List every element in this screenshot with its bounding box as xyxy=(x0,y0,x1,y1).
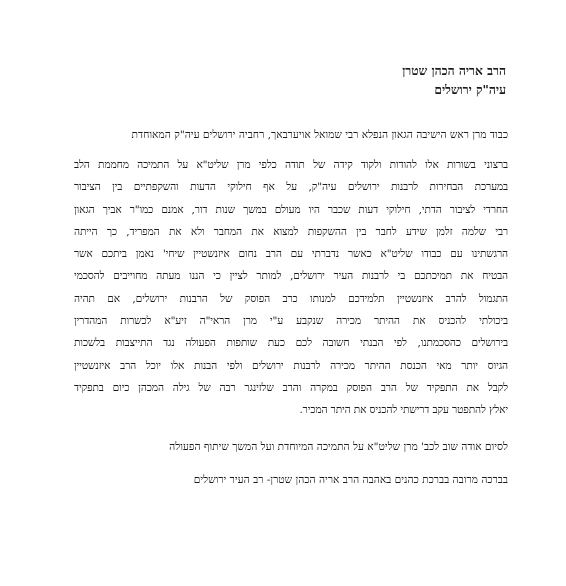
body-line: רבי שלמה זלמן שידע לחבר בין ההשקפות למצוא את המחבר ולא את המפריד, כך הייתה xyxy=(74,225,508,238)
body-line: בירושלים כהסכמתנו, לפי הבנתי חשובה לכם כעת שותפות הפעולה נגד התייצבות בלשכות xyxy=(74,337,508,350)
letter-body xyxy=(74,154,508,422)
body-line: ביכולתי להכניס את ההיתר מכירה שנקבע ע"י מרן הראי"ה זיע"א לכשרות המהדרין xyxy=(74,315,508,328)
body-line: החרדי לציבור הדתי, חילוקי דעות שכבר היו מעולם במשך שנות דור, אמנם כמו"ר אביך הגאון xyxy=(74,203,508,216)
addressee-line: כבוד מרן ראש הישיבה הגאון הנפלא רבי שמואל אויערבאך, רחביה ירושלים עיה"ק המאוחדת xyxy=(131,129,508,141)
sender-location: עיה"ק ירושלים xyxy=(434,83,506,97)
signature-line: בברכה מרובה בברכת כהנים באהבה הרב אריה הכהן שטרן- רב העיר ירושלים xyxy=(193,473,508,486)
body-line: במערכת הבחירות לרבנות ירושלים עיה"ק, על אף חילוקי הדעות והשקפתיים בין הציבור xyxy=(74,181,508,194)
body-line: הרגשתינו עם כבודו שליט"א כאשר נדברתי עם הרב נחום איזנשטיין שיחי' נאמן ביתכם אשר xyxy=(74,248,508,261)
body-line: לקבל את התפקיד של הרב הפוסק במקרה והרב שלזינגר רבה של גילה המכהן כיום בתפקיד xyxy=(74,381,508,394)
sender-name: הרב אריה הכהן שטרן xyxy=(402,64,506,78)
body-line: ברצוני בשורות אלו להודות ולקוד קידה של תודה כלפי מרן שליט"א על התמיכה מחממת הלב xyxy=(74,159,508,171)
closing-line: לסיום אודה שוב לכב' מרן שליט"א על התמיכה המיוחדת ועל המשך שיתוף הפעולה xyxy=(169,440,508,453)
body-line: הבטיח את תמיכתכם בי לרבנות העיר ירושלים, למותר לציין כי הננו מעתה מחוייבים להסכמי xyxy=(74,270,508,283)
body-line-last: יאלץ להתפטר עקב דרישתי להכניס את היתר המכיר. xyxy=(299,404,508,417)
body-line: הגיוס יותר מאי הכנסת ההיתר מכירה לרבנות ירושלים ולפי הבנות אלו יוכל הרב איזנשטיין xyxy=(74,359,508,372)
body-line: התגמול להרב איזנשטיין תלמידכם למנותו כרב הפוסק של הרבנות ירושלים, אם תהיה xyxy=(74,292,508,305)
letter-header xyxy=(74,62,508,100)
